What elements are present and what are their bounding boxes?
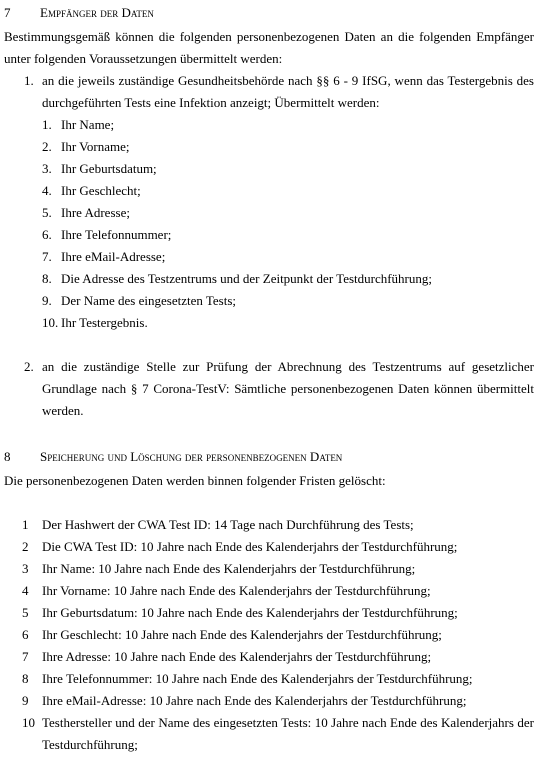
section-title: Speicherung und Löschung der personenbezogenen Daten [40, 449, 343, 464]
section-7-intro: Bestimmungsgemäß können die folgenden personenbezogenen Daten an die folgenden Empfänger unter folgenden Voraussetzungen übermittelt werden: [4, 29, 534, 66]
section-number: 8 [4, 449, 11, 464]
spacer [4, 422, 534, 444]
list-item [42, 202, 534, 224]
list-item-text: Ihre eMail-Adresse; [61, 249, 166, 264]
list-item-text: Ihre Telefonnummer; [61, 227, 172, 242]
list-item [42, 114, 534, 136]
recipient-number: 2. [24, 359, 34, 374]
list-item-number: 4. [42, 183, 52, 198]
list-item [42, 158, 534, 180]
section-8-heading [4, 446, 534, 468]
list-item [42, 268, 534, 290]
list-item [22, 558, 534, 580]
list-item-number: 8 [22, 671, 29, 686]
list-item-number: 9 [22, 693, 29, 708]
recipient-item [4, 70, 534, 334]
section-number: 7 [4, 5, 11, 20]
section-7-heading [4, 2, 534, 24]
list-item [22, 602, 534, 624]
transmitted-data-list [42, 114, 534, 334]
list-item [22, 624, 534, 646]
list-item-text: Testhersteller und der Name des eingesetzten Tests: 10 Jahre nach Ende des Kalenderjahrs der Testdurchführung; [42, 715, 534, 752]
list-item-number: 1 [22, 517, 29, 532]
list-item-number: 10. [42, 315, 59, 330]
list-item [22, 536, 534, 558]
list-item-number: 7. [42, 249, 52, 264]
list-item [42, 180, 534, 202]
list-item-text: Ihr Vorname: 10 Jahre nach Ende des Kalenderjahrs der Testdurchführung; [42, 583, 431, 598]
list-item [42, 312, 534, 334]
recipient-text: an die zuständige Stelle zur Prüfung der Abrechnung des Testzentrums auf gesetzlicher Grundlage nach § 7 Corona-TestV: Sämtliche personenbezogenen Daten können übermittelt werden. [42, 359, 534, 418]
list-item-text: Der Hashwert der CWA Test ID: 14 Tage nach Durchführung des Tests; [42, 517, 414, 532]
list-item-number: 2 [22, 539, 29, 554]
list-item-number: 10 [22, 715, 35, 730]
list-item-number: 6. [42, 227, 52, 242]
list-item [42, 224, 534, 246]
list-item-text: Ihre Adresse: 10 Jahre nach Ende des Kalenderjahrs der Testdurchführung; [42, 649, 432, 664]
section-8-intro: Die personenbezogenen Daten werden binnen folgender Fristen gelöscht: [4, 473, 386, 488]
list-item-text: Ihre eMail-Adresse: 10 Jahre nach Ende des Kalenderjahrs der Testdurchführung; [42, 693, 467, 708]
list-item-number: 8. [42, 271, 52, 286]
list-item-number: 4 [22, 583, 29, 598]
list-item-number: 7 [22, 649, 29, 664]
list-item-text: Ihr Geburtsdatum: 10 Jahre nach Ende des Kalenderjahrs der Testdurchführung; [42, 605, 458, 620]
spacer [4, 334, 534, 356]
list-item-number: 3. [42, 161, 52, 176]
list-item [22, 514, 534, 536]
spacer [4, 492, 534, 514]
recipient-number: 1. [24, 73, 34, 88]
list-item [42, 290, 534, 312]
list-item-text: Ihr Vorname; [61, 139, 130, 154]
list-item-text: Ihre Adresse; [61, 205, 130, 220]
list-item-text: Ihr Geburtsdatum; [61, 161, 157, 176]
list-item-text: Die CWA Test ID: 10 Jahre nach Ende des Kalenderjahrs der Testdurchführung; [42, 539, 458, 554]
list-item [22, 580, 534, 602]
list-item-number: 3 [22, 561, 29, 576]
list-item [22, 646, 534, 668]
list-item-number: 5. [42, 205, 52, 220]
deletion-period-list [4, 514, 534, 756]
list-item-text: Ihr Name: 10 Jahre nach Ende des Kalenderjahrs der Testdurchführung; [42, 561, 416, 576]
recipient-text: an die jeweils zuständige Gesundheitsbehörde nach §§ 6 - 9 IfSG, wenn das Testergebnis des durchgeführten Tests eine Infektion anzeigt; Übermittelt werden: [42, 73, 534, 110]
list-item-text: Ihr Geschlecht: 10 Jahre nach Ende des Kalenderjahrs der Testdurchführung; [42, 627, 442, 642]
list-item-number: 9. [42, 293, 52, 308]
list-item-text: Ihr Testergebnis. [61, 315, 148, 330]
list-item [22, 712, 534, 756]
recipient-list [4, 70, 534, 422]
list-item-number: 6 [22, 627, 29, 642]
list-item [22, 668, 534, 690]
list-item-number: 5 [22, 605, 29, 620]
list-item-number: 2. [42, 139, 52, 154]
list-item [42, 136, 534, 158]
list-item [22, 690, 534, 712]
list-item-text: Die Adresse des Testzentrums und der Zeitpunkt der Testdurchführung; [61, 271, 433, 286]
list-item [42, 246, 534, 268]
list-item-text: Ihr Geschlecht; [61, 183, 141, 198]
list-item-text: Der Name des eingesetzten Tests; [61, 293, 237, 308]
list-item-text: Ihr Name; [61, 117, 115, 132]
list-item-text: Ihre Telefonnummer: 10 Jahre nach Ende des Kalenderjahrs der Testdurchführung; [42, 671, 473, 686]
document-page [4, 0, 534, 756]
recipient-item [4, 356, 534, 422]
section-title: Empfänger der Daten [40, 5, 154, 20]
list-item-number: 1. [42, 117, 52, 132]
